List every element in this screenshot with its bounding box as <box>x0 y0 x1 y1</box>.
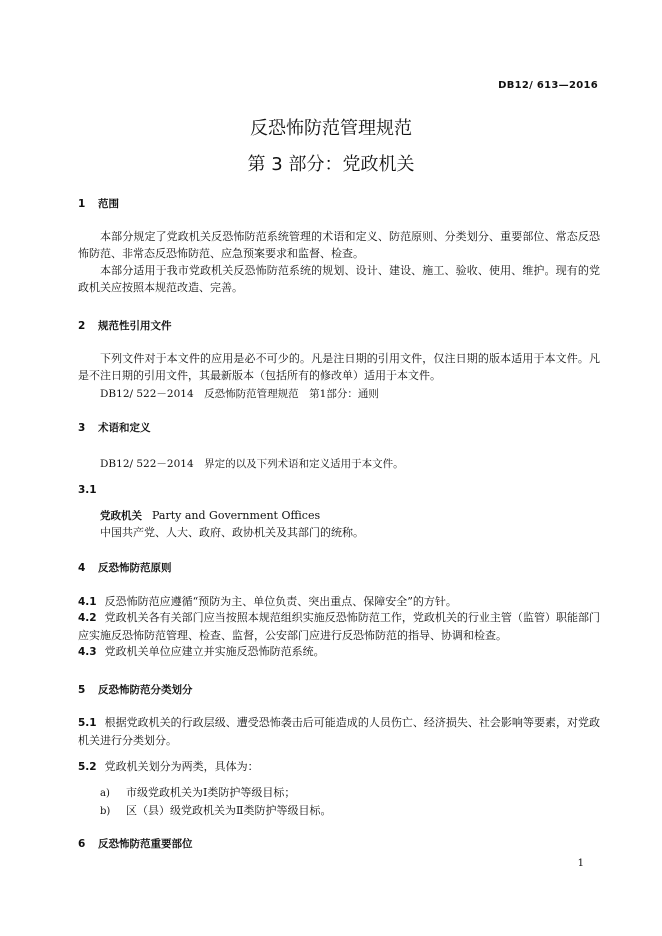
clause-number: 3.1 <box>78 484 97 496</box>
paragraph: 下列文件对于本文件的应用是必不可少的。凡是注日期的引用文件，仅注日期的版本适用于本文件。凡是不注日期的引用文件，其最新版本（包括所有的修改单）适用于本文件。 <box>78 352 600 382</box>
section-number: 1 <box>78 198 86 210</box>
section-title: 规范性引用文件 <box>98 320 172 332</box>
clause-text: 党政机关划分为两类，具体为： <box>104 760 259 773</box>
section-title: 范围 <box>98 198 119 210</box>
paragraph: DB12/ 522－2014 界定的以及下列术语和定义适用于本文件。 <box>100 458 404 470</box>
document-title: 反恐怖防范管理规范 <box>250 118 412 139</box>
clause <box>78 643 600 661</box>
clause-text: 反恐怖防范应遵循“预防为主、单位负责、突出重点、保障安全”的方针。 <box>104 595 457 608</box>
section-title: 术语和定义 <box>98 422 151 434</box>
section-heading-scope <box>78 196 119 211</box>
page-number: 1 <box>577 858 584 869</box>
section-number: 3 <box>78 422 86 434</box>
reference-entry: DB12/ 522－2014 反恐怖防范管理规范 第1部分：通则 <box>100 388 379 400</box>
clause <box>78 714 600 749</box>
clause-number: 4.3 <box>78 646 97 658</box>
section-number: 2 <box>78 320 86 332</box>
paragraph: 本部分适用于我市党政机关反恐怖防范系统的规划、设计、建设、施工、验收、使用、维护。现有的党政机关应按照本规范改造、完善。 <box>78 264 600 294</box>
section-heading-references <box>78 318 172 333</box>
list-item-text: 区（县）级党政机关为Ⅱ类防护等级目标。 <box>126 804 332 817</box>
clause <box>78 758 600 776</box>
clause-number: 4.2 <box>78 612 97 624</box>
term-entry <box>100 508 320 523</box>
clause <box>78 609 600 644</box>
document-subtitle: 第 3 部分：党政机关 <box>247 154 415 175</box>
list-marker: a) <box>100 788 110 799</box>
clause-text: 党政机关单位应建立并实施反恐怖防范系统。 <box>104 645 325 658</box>
section-title: 反恐怖防范原则 <box>98 562 172 574</box>
list-item <box>100 802 331 818</box>
list-item <box>100 784 295 800</box>
clause-text: 党政机关各有关部门应当按照本规范组织实施反恐怖防范工作，党政机关的行业主管（监管）职能部门应实施反恐怖防范管理、检查、监督，公安部门应进行反恐怖防范的指导、协调和检查。 <box>78 611 600 642</box>
section-title: 反恐怖防范分类划分 <box>98 684 193 696</box>
clause-text: 根据党政机关的行政层级、遭受恐怖袭击后可能造成的人员伤亡、经济损失、社会影响等要素，对党政机关进行分类划分。 <box>78 716 600 747</box>
section-number: 6 <box>78 838 86 850</box>
list-marker: b) <box>100 806 111 817</box>
document-number: DB12/ 613—2016 <box>498 80 598 91</box>
term-chinese: 党政机关 <box>100 510 142 522</box>
section-title: 反恐怖防范重要部位 <box>98 838 193 850</box>
section-heading-key-areas <box>78 836 193 851</box>
term-definition: 中国共产党、人大、政府、政协机关及其部门的统称。 <box>100 526 364 539</box>
section-number: 4 <box>78 562 86 574</box>
paragraph: 本部分规定了党政机关反恐怖防范系统管理的术语和定义、防范原则、分类划分、重要部位、常态反恐怖防范、非常态反恐怖防范、应急预案要求和监督、检查。 <box>78 230 600 260</box>
section-number: 5 <box>78 684 86 696</box>
clause-number: 4.1 <box>78 596 97 608</box>
section-heading-classification <box>78 682 193 697</box>
list-item-text: 市级党政机关为Ⅰ类防护等级目标； <box>126 786 296 799</box>
section-heading-terms <box>78 420 151 435</box>
clause-number: 5.1 <box>78 717 97 729</box>
clause-number: 5.2 <box>78 761 97 773</box>
term-english: Party and Government Offices <box>152 509 321 522</box>
section-heading-principles <box>78 560 172 575</box>
